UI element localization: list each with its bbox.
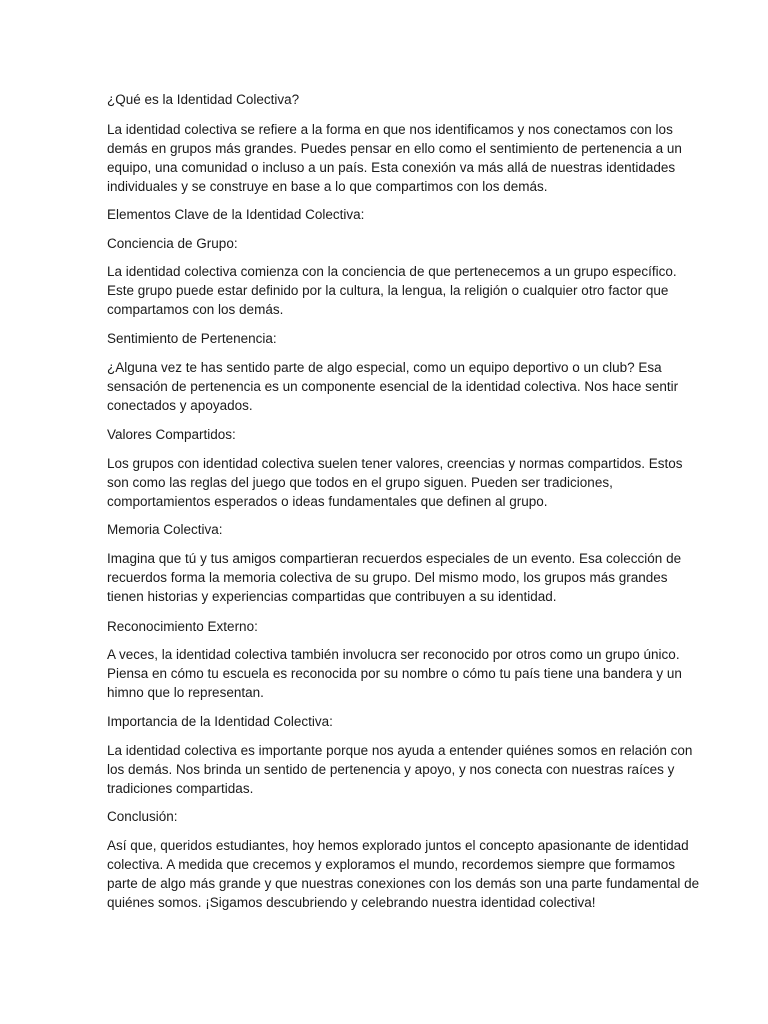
text-line: parte de algo más grande y que nuestras conexiones con los demás son una parte fundamental de bbox=[107, 876, 700, 891]
text-line: tienen historias y experiencias compartidas que contribuyen a su identidad. bbox=[107, 589, 557, 604]
text-line: conectados y apoyados. bbox=[107, 398, 253, 413]
text-line: individuales y se construye en base a lo que compartimos con los demás. bbox=[107, 179, 548, 194]
text-line: comportamientos esperados o ideas fundamentales que definen al grupo. bbox=[107, 494, 548, 509]
text-line: demás en grupos más grandes. Puedes pensar en ello como el sentimiento de pertenencia a un bbox=[107, 141, 682, 156]
heading-conciencia-grupo bbox=[107, 234, 667, 253]
text-line: los demás. Nos brinda un sentido de pertenencia y apoyo, y nos conecta con nuestras raíces y bbox=[107, 762, 675, 777]
text-line: sensación de pertenencia es un componente esencial de la identidad colectiva. Nos hace sentir bbox=[107, 379, 679, 394]
heading-valores-compartidos bbox=[107, 425, 667, 444]
text-line: ¿Qué es la Identidad Colectiva? bbox=[107, 92, 300, 107]
text-line: Sentimiento de Pertenencia: bbox=[107, 331, 277, 346]
paragraph-conclusion bbox=[107, 836, 700, 912]
text-line: Elementos Clave de la Identidad Colectiva: bbox=[107, 207, 365, 222]
text-line: tradiciones compartidas. bbox=[107, 781, 254, 796]
heading-reconocimiento-externo bbox=[107, 617, 667, 636]
heading-memoria-colectiva bbox=[107, 520, 667, 539]
text-line: son como las reglas del juego que todos en el grupo siguen. Pueden ser tradiciones, bbox=[107, 475, 613, 490]
text-line: Así que, queridos estudiantes, hoy hemos explorado juntos el concepto apasionante de identidad bbox=[107, 838, 689, 853]
text-line: Piensa en cómo tu escuela es reconocida por su nombre o cómo tu país tiene una bandera y un bbox=[107, 666, 682, 681]
text-line: Importancia de la Identidad Colectiva: bbox=[107, 714, 333, 729]
text-line: Este grupo puede estar definido por la cultura, la lengua, la religión o cualquier otro factor que bbox=[107, 283, 669, 298]
text-line: Memoria Colectiva: bbox=[107, 522, 223, 537]
text-line: Valores Compartidos: bbox=[107, 427, 236, 442]
text-line: himno que lo representan. bbox=[107, 685, 264, 700]
text-line: La identidad colectiva comienza con la conciencia de que pertenecemos a un grupo específico. bbox=[107, 264, 677, 279]
text-line: ¿Alguna vez te has sentido parte de algo especial, como un equipo deportivo o un club? Esa bbox=[107, 360, 662, 375]
heading-sentimiento-pertenencia bbox=[107, 329, 667, 348]
paragraph-conciencia-grupo bbox=[107, 262, 677, 319]
text-line: Conclusión: bbox=[107, 809, 178, 824]
text-line: Reconocimiento Externo: bbox=[107, 619, 258, 634]
paragraph-sentimiento-pertenencia bbox=[107, 358, 679, 415]
paragraph-definicion bbox=[107, 120, 682, 196]
text-line: Imagina que tú y tus amigos compartieran recuerdos especiales de un evento. Esa colección de bbox=[107, 551, 682, 566]
text-line: La identidad colectiva es importante porque nos ayuda a entender quiénes somos en relación con bbox=[107, 743, 693, 758]
text-line: Los grupos con identidad colectiva suelen tener valores, creencias y normas compartidos. Estos bbox=[107, 456, 683, 471]
heading-importancia bbox=[107, 712, 667, 731]
text-line: colectiva. A medida que crecemos y exploramos el mundo, recordemos siempre que formamos bbox=[107, 857, 676, 872]
text-line: quiénes somos. ¡Sigamos descubriendo y celebrando nuestra identidad colectiva! bbox=[107, 895, 596, 910]
text-line: Conciencia de Grupo: bbox=[107, 236, 238, 251]
heading-elementos-clave bbox=[107, 205, 667, 224]
paragraph-valores-compartidos bbox=[107, 454, 683, 511]
heading-conclusion bbox=[107, 807, 667, 826]
heading-que-es bbox=[107, 90, 667, 109]
paragraph-memoria-colectiva bbox=[107, 549, 682, 606]
paragraph-reconocimiento-externo bbox=[107, 645, 682, 702]
text-line: compartamos con los demás. bbox=[107, 302, 284, 317]
paragraph-importancia bbox=[107, 741, 693, 798]
text-line: La identidad colectiva se refiere a la forma en que nos identificamos y nos conectamos con los bbox=[107, 122, 673, 137]
text-line: recuerdos forma la memoria colectiva de su grupo. Del mismo modo, los grupos más grandes bbox=[107, 570, 668, 585]
text-line: equipo, una comunidad o incluso a un país. Esta conexión va más allá de nuestras identidades bbox=[107, 160, 676, 175]
text-line: A veces, la identidad colectiva también involucra ser reconocido por otros como un grupo único. bbox=[107, 647, 680, 662]
